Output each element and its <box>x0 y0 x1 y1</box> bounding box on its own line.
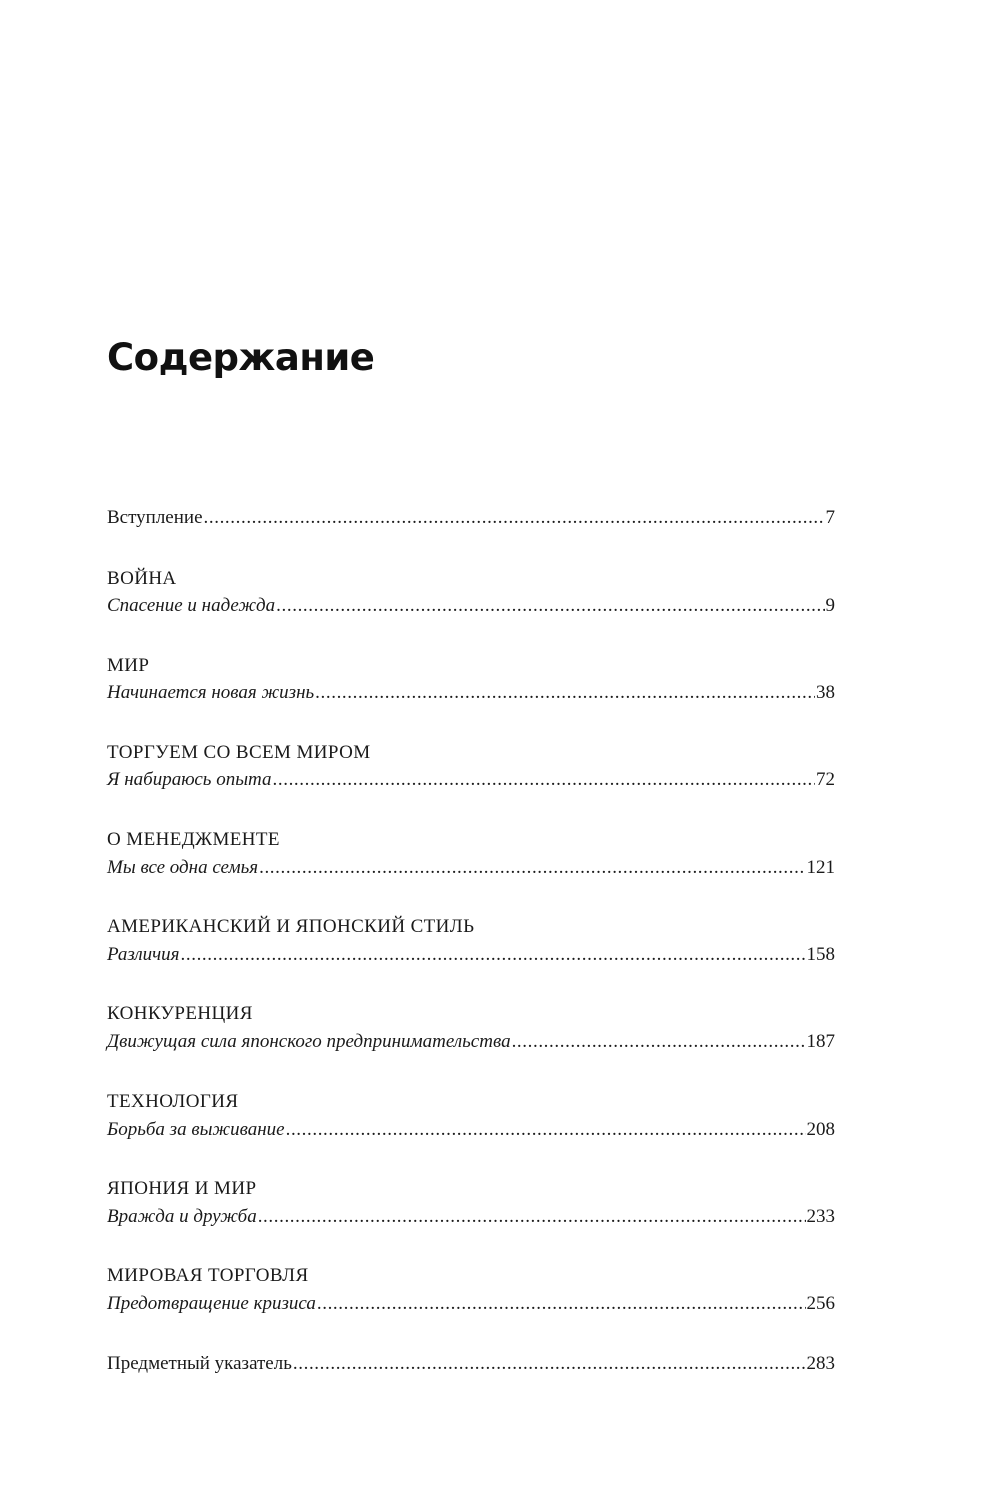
toc-entry-label: Вступление <box>107 507 203 528</box>
toc-page-number: 187 <box>806 1031 835 1052</box>
toc-page-number: 7 <box>825 507 835 528</box>
dot-leader <box>204 506 825 530</box>
chapter-heading: АМЕРИКАНСКИЙ И ЯПОНСКИЙ СТИЛЬ <box>107 916 475 937</box>
chapter-heading: МИР <box>107 655 150 676</box>
chapter-subtitle: Предотвращение кризиса <box>107 1293 316 1314</box>
chapter-subtitle: Начинается новая жизнь <box>107 682 315 703</box>
toc-entry[interactable] <box>107 1292 835 1316</box>
dot-leader <box>286 1118 806 1142</box>
toc-entry[interactable] <box>107 943 835 967</box>
dot-leader <box>315 681 815 705</box>
toc-page-number: 72 <box>816 769 835 790</box>
toc-entry[interactable] <box>107 768 835 792</box>
chapter-subtitle: Различия <box>107 944 180 965</box>
chapter-heading: ТЕХНОЛОГИЯ <box>107 1091 239 1112</box>
toc-page-number: 9 <box>825 595 835 616</box>
toc-page-number: 283 <box>806 1353 835 1374</box>
chapter-subtitle: Движущая сила японского предпринимательства <box>107 1031 511 1052</box>
toc-entry[interactable] <box>107 1118 835 1142</box>
chapter-subtitle: Мы все одна семья <box>107 857 259 878</box>
chapter-heading: МИРОВАЯ ТОРГОВЛЯ <box>107 1265 309 1286</box>
toc-page-number: 208 <box>806 1119 835 1140</box>
chapter-subtitle: Борьба за выживание <box>107 1119 285 1140</box>
toc-page-number: 121 <box>806 857 835 878</box>
chapter-heading: О МЕНЕДЖМЕНТЕ <box>107 829 280 850</box>
toc-entry-intro[interactable] <box>107 506 835 530</box>
dot-leader <box>273 768 815 792</box>
dot-leader <box>293 1352 806 1376</box>
dot-leader <box>317 1292 806 1316</box>
page-title: Содержание <box>107 336 375 379</box>
chapter-heading: ЯПОНИЯ И МИР <box>107 1178 257 1199</box>
toc-page-number: 158 <box>806 944 835 965</box>
toc-entry[interactable] <box>107 1205 835 1229</box>
toc-entry-index[interactable] <box>107 1352 835 1376</box>
toc-entry[interactable] <box>107 594 835 618</box>
chapter-heading: ВОЙНА <box>107 568 177 589</box>
toc-page-number: 38 <box>816 682 835 703</box>
chapter-subtitle: Я набираюсь опыта <box>107 769 272 790</box>
toc-entry[interactable] <box>107 681 835 705</box>
toc-entry-label: Предметный указатель <box>107 1353 292 1374</box>
dot-leader <box>258 1205 806 1229</box>
chapter-subtitle: Вражда и дружба <box>107 1206 257 1227</box>
dot-leader <box>259 856 805 880</box>
dot-leader <box>512 1030 806 1054</box>
chapter-heading: КОНКУРЕНЦИЯ <box>107 1003 253 1024</box>
dot-leader <box>181 943 806 967</box>
chapter-subtitle: Спасение и надежда <box>107 595 276 616</box>
chapter-heading: ТОРГУЕМ СО ВСЕМ МИРОМ <box>107 742 371 763</box>
toc-entry[interactable] <box>107 856 835 880</box>
toc-page-number: 233 <box>806 1206 835 1227</box>
toc-entry[interactable] <box>107 1030 835 1054</box>
dot-leader <box>276 594 824 618</box>
toc-page-number: 256 <box>806 1293 835 1314</box>
